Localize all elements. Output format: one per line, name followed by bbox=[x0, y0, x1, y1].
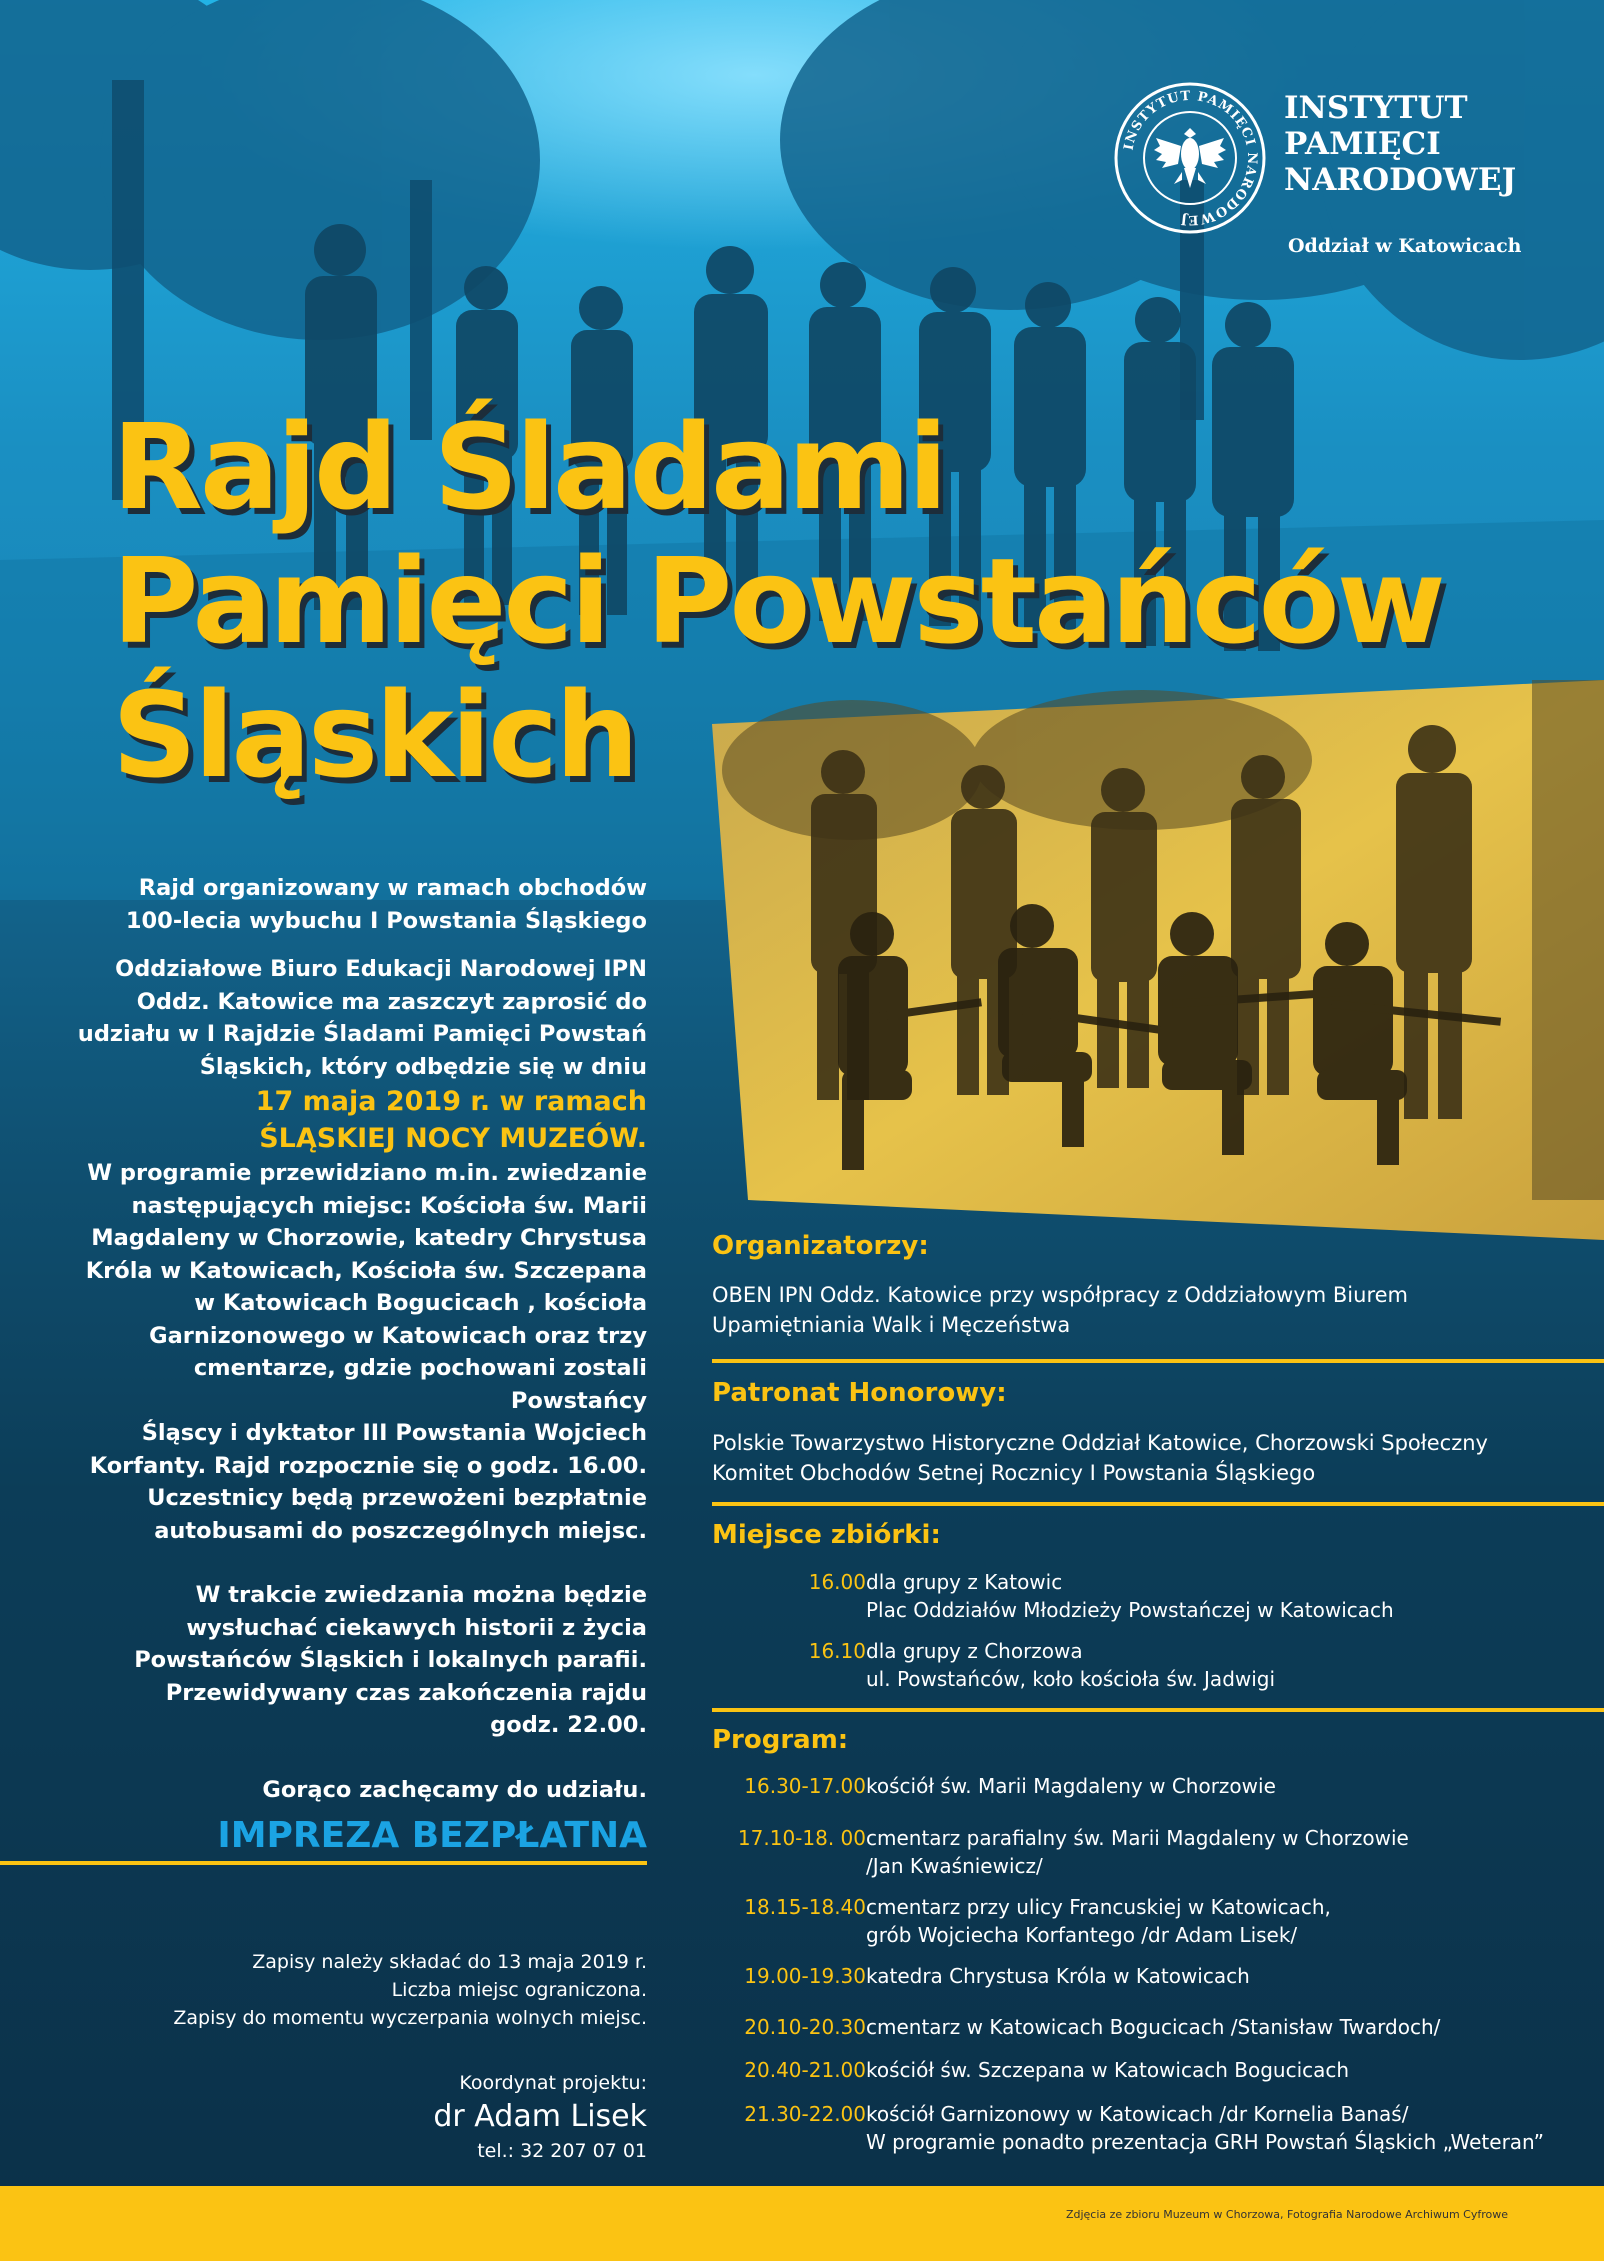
title-line: Rajd Śladami bbox=[112, 398, 946, 536]
program-text-line: Króla w Katowicach, Kościoła św. Szczepana bbox=[85, 1257, 647, 1284]
program-line: cmentarz przy ulicy Francuskiej w Katowicach, bbox=[866, 1895, 1331, 1919]
divider bbox=[712, 1359, 1604, 1363]
patronage-text bbox=[712, 1428, 1572, 1488]
program-line: /Jan Kwaśniewicz/ bbox=[866, 1854, 1043, 1878]
ipn-name bbox=[1284, 90, 1544, 198]
ipn-name-line: NARODOWEJ bbox=[1284, 162, 1517, 198]
program-time: 20.40-21.00 bbox=[744, 2058, 866, 2082]
program-time: 18.15-18.40 bbox=[744, 1895, 866, 1919]
meeting-line: dla grupy z Katowic bbox=[866, 1570, 1063, 1594]
divider bbox=[712, 1502, 1604, 1506]
divider bbox=[0, 1861, 647, 1865]
program-text-line: Korfanty. Rajd rozpocznie się o godz. 16.00. bbox=[89, 1452, 647, 1479]
coordinator-label: Koordynat projektu: bbox=[459, 2072, 647, 2094]
program-line: W programie ponadto prezentacja GRH Powstań Śląskich „Weteran” bbox=[866, 2130, 1544, 2154]
seal-text: INSTYTUT PAMIĘCI NARODOWEJ bbox=[1121, 88, 1260, 228]
program-time: 16.30-17.00 bbox=[744, 1774, 866, 1798]
meeting-heading: Miejsce zbiórki: bbox=[712, 1520, 941, 1550]
coordinator-phone: tel.: 32 207 07 01 bbox=[477, 2140, 647, 2162]
tour-text-line: Powstańców Śląskich i lokalnych parafii. bbox=[134, 1647, 647, 1673]
organizers-line: OBEN IPN Oddz. Katowice przy współpracy z Oddziałowym Biurem bbox=[712, 1283, 1408, 1307]
program-time: 17.10-18. 00 bbox=[737, 1826, 866, 1850]
program-heading: Program: bbox=[712, 1725, 849, 1755]
coordinator-info bbox=[120, 2069, 647, 2165]
photo-credits: Zdjęcia ze zbioru Muzeum w Chorzowa, Fotografia Narodowe Archiwum Cyfrowe bbox=[1065, 2208, 1508, 2221]
program-text-line: Garnizonowego w Katowicach oraz trzy bbox=[149, 1322, 647, 1349]
program-line: grób Wojciecha Korfantego /dr Adam Lisek/ bbox=[866, 1923, 1298, 1947]
invite-line: Oddz. Katowice ma zaszczyt zaprosić do bbox=[136, 988, 647, 1015]
program-line: kościół św. Marii Magdaleny w Chorzowie bbox=[866, 1774, 1276, 1798]
event-description bbox=[60, 872, 647, 1858]
program-text-line: Uczestnicy będą przewożeni bezpłatnie bbox=[147, 1485, 647, 1511]
tour-text-line: wysłuchać ciekawych historii z życia bbox=[186, 1614, 647, 1641]
meeting-time: 16.00 bbox=[808, 1570, 866, 1594]
program-line: kościół Garnizonowy w Katowicach /dr Kornelia Banaś/ bbox=[866, 2102, 1409, 2126]
program-text-line: Śląscy i dyktator III Powstania Wojciech bbox=[141, 1420, 647, 1446]
tour-text-line: Przewidywany czas zakończenia rajdu bbox=[165, 1679, 647, 1706]
program-text-line: W programie przewidziano m.in. zwiedzanie bbox=[87, 1160, 647, 1186]
tour-text-line: W trakcie zwiedzania można będzie bbox=[195, 1582, 647, 1608]
program-time: 20.10-20.30 bbox=[744, 2015, 866, 2039]
event-title bbox=[112, 400, 1572, 802]
program-text-line: cmentarze, gdzie pochowani zostali Powstańcy bbox=[193, 1355, 647, 1414]
ipn-branch: Oddział w Katowicach bbox=[1288, 235, 1522, 257]
tour-text-line: godz. 22.00. bbox=[490, 1712, 647, 1738]
title-line: Śląskich bbox=[112, 666, 637, 804]
signup-line: Zapisy należy składać do 13 maja 2019 r. bbox=[252, 1951, 647, 1973]
meeting-line: ul. Powstańców, koło kościoła św. Jadwigi bbox=[866, 1667, 1276, 1691]
patronage-line: Polskie Towarzystwo Historyczne Oddział Katowice, Chorzowski Społeczny bbox=[712, 1431, 1488, 1455]
invite-line: Oddziałowe Biuro Edukacji Narodowej IPN bbox=[115, 956, 647, 982]
meeting-line: dla grupy z Chorzowa bbox=[866, 1639, 1083, 1663]
ipn-eagle-seal-icon bbox=[1112, 80, 1268, 236]
divider bbox=[712, 1708, 1604, 1712]
program-time: 19.00-19.30 bbox=[744, 1964, 866, 1988]
title-line: Pamięci Powstańców bbox=[112, 532, 1443, 670]
program-text-line: w Katowicach Bogucicach , kościoła bbox=[194, 1290, 647, 1316]
organizers-heading: Organizatorzy: bbox=[712, 1231, 929, 1261]
program-text-line: autobusami do poszczególnych miejsc. bbox=[154, 1517, 647, 1544]
program-line: cmentarz w Katowicach Bogucicach /Stanisław Twardoch/ bbox=[866, 2015, 1441, 2039]
program-line: katedra Chrystusa Króla w Katowicach bbox=[866, 1964, 1250, 1988]
event-occasion: ŚLĄSKIEJ NOCY MUZEÓW. bbox=[259, 1123, 647, 1154]
meeting-time: 16.10 bbox=[808, 1639, 866, 1663]
signup-line: Zapisy do momentu wyczerpania wolnych miejsc. bbox=[173, 2007, 647, 2029]
program-text-line: Magdaleny w Chorzowie, katedry Chrystusa bbox=[91, 1225, 647, 1251]
meeting-line: Plac Oddziałów Młodzieży Powstańczej w Katowicach bbox=[866, 1598, 1394, 1622]
patronage-line: Komitet Obchodów Setnej Rocznicy I Powstania Śląskiego bbox=[712, 1461, 1316, 1485]
encouragement: Gorąco zachęcamy do udziału. bbox=[262, 1776, 647, 1803]
program-time: 21.30-22.00 bbox=[744, 2102, 866, 2126]
lead-line: 100-lecia wybuchu I Powstania Śląskiego bbox=[125, 907, 647, 934]
lead-line: Rajd organizowany w ramach obchodów bbox=[138, 875, 647, 901]
event-date: 17 maja 2019 r. w ramach bbox=[255, 1086, 647, 1117]
organizers-text bbox=[712, 1280, 1572, 1340]
footer-band bbox=[0, 2186, 1604, 2261]
ipn-name-line: INSTYTUT bbox=[1284, 90, 1468, 126]
coordinator-name: dr Adam Lisek bbox=[433, 2099, 647, 2134]
organizers-line: Upamiętniania Walk i Męczeństwa bbox=[712, 1313, 1071, 1337]
program-line: cmentarz parafialny św. Marii Magdaleny w Chorzowie bbox=[866, 1826, 1409, 1850]
invite-line: udziału w I Rajdzie Śladami Pamięci Powstań bbox=[77, 1021, 647, 1047]
ipn-name-line: PAMIĘCI bbox=[1284, 126, 1441, 162]
patronage-heading: Patronat Honorowy: bbox=[712, 1378, 1007, 1408]
free-entry-label: IMPREZA BEZPŁATNA bbox=[217, 1815, 647, 1856]
invite-line: Śląskich, który odbędzie się w dniu bbox=[199, 1053, 647, 1080]
program-line: kościół św. Szczepana w Katowicach Bogucicach bbox=[866, 2058, 1350, 2082]
signup-line: Liczba miejsc ograniczona. bbox=[391, 1979, 647, 2001]
signup-info bbox=[120, 1948, 647, 2032]
program-text-line: następujących miejsc: Kościoła św. Marii bbox=[131, 1192, 647, 1219]
